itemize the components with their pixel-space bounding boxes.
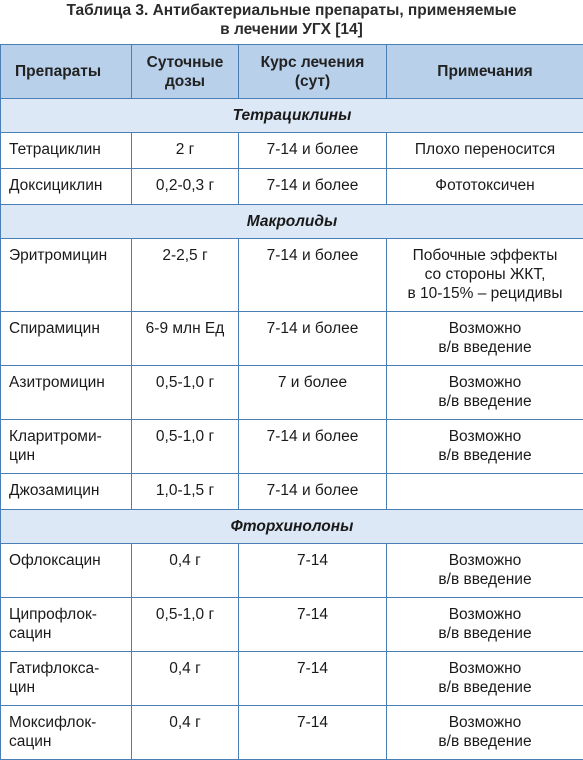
note-cell: [387, 169, 583, 205]
table-row: [1, 133, 583, 169]
table-caption: [0, 0, 583, 45]
caption-line-1: Таблица 3. Антибактериальные препараты, применяемые: [0, 1, 583, 20]
note-cell-line: в/в введение: [393, 624, 577, 643]
daily-dose-cell: 0,5-1,0 г: [132, 598, 239, 652]
group-row: [1, 99, 583, 133]
drug-name-cell: [1, 169, 132, 205]
note-cell: [387, 706, 583, 760]
drug-name-cell-line: Эритромицин: [9, 246, 125, 265]
course-cell: 7-14: [239, 598, 387, 652]
drug-name-cell-line: цин: [9, 446, 125, 465]
note-cell: [387, 420, 583, 474]
header-course-line-1: Курс лечения: [245, 53, 380, 72]
course-cell: 7-14 и более: [239, 474, 387, 510]
course-cell: 7-14 и более: [239, 239, 387, 312]
drug-name-cell: [1, 706, 132, 760]
daily-dose-cell: 0,4 г: [132, 652, 239, 706]
drug-name-cell: [1, 133, 132, 169]
table-row: [1, 474, 583, 510]
note-cell: [387, 544, 583, 598]
daily-dose-cell: 0,5-1,0 г: [132, 420, 239, 474]
table-row: [1, 312, 583, 366]
note-cell-line: в/в введение: [393, 392, 577, 411]
drug-name-cell-line: сацин: [9, 624, 125, 643]
table-row: [1, 706, 583, 760]
note-cell-line: Возможно: [393, 605, 577, 624]
daily-dose-cell: 0,4 г: [132, 706, 239, 760]
drug-name-cell: [1, 312, 132, 366]
table-row: [1, 239, 583, 312]
table-body: [1, 99, 583, 760]
note-cell-line: в/в введение: [393, 678, 577, 697]
daily-dose-cell: 2-2,5 г: [132, 239, 239, 312]
course-cell: 7-14 и более: [239, 312, 387, 366]
table-row: [1, 169, 583, 205]
note-cell-line: в/в введение: [393, 446, 577, 465]
note-cell: [387, 652, 583, 706]
drug-name-cell-line: Тетрациклин: [9, 140, 125, 159]
group-name: Фторхинолоны: [1, 510, 583, 544]
header-daily-dose-line-1: Суточные: [138, 53, 232, 72]
group-name: Тетрациклины: [1, 99, 583, 133]
course-cell: 7-14: [239, 544, 387, 598]
note-cell: [387, 474, 583, 510]
daily-dose-cell: 0,2-0,3 г: [132, 169, 239, 205]
header-daily-dose-line-2: дозы: [138, 72, 232, 91]
note-cell: [387, 366, 583, 420]
note-cell: [387, 133, 583, 169]
daily-dose-cell: 1,0-1,5 г: [132, 474, 239, 510]
note-cell-line: со стороны ЖКТ,: [393, 265, 577, 284]
note-cell: [387, 598, 583, 652]
drug-name-cell-line: Моксифлок-: [9, 713, 125, 732]
note-cell-line: в/в введение: [393, 570, 577, 589]
note-cell-line: Возможно: [393, 427, 577, 446]
note-cell: [387, 239, 583, 312]
table-row: [1, 420, 583, 474]
course-cell: 7 и более: [239, 366, 387, 420]
group-row: [1, 205, 583, 239]
drug-name-cell: [1, 366, 132, 420]
note-cell-line: Возможно: [393, 373, 577, 392]
drug-name-cell-line: сацин: [9, 732, 125, 751]
note-cell-line: в/в введение: [393, 732, 577, 751]
caption-line-2: в лечении УГХ [14]: [0, 20, 583, 39]
drug-name-cell: [1, 598, 132, 652]
drug-name-cell-line: Кларитроми-: [9, 427, 125, 446]
header-notes: Примечания: [387, 45, 583, 99]
header-row: [1, 45, 583, 99]
drug-name-cell: [1, 420, 132, 474]
drug-name-cell-line: Доксициклин: [9, 176, 125, 195]
note-cell-line: Фототоксичен: [393, 176, 577, 195]
daily-dose-cell: 6-9 млн Ед: [132, 312, 239, 366]
course-cell: 7-14: [239, 706, 387, 760]
daily-dose-cell: 2 г: [132, 133, 239, 169]
drug-name-cell-line: Спирамицин: [9, 319, 125, 338]
drug-name-cell: [1, 652, 132, 706]
note-cell-line: Плохо переносится: [393, 140, 577, 159]
course-cell: 7-14 и более: [239, 133, 387, 169]
header-daily-dose: [132, 45, 239, 99]
header-drugs: Препараты: [1, 45, 132, 99]
note-cell-line: Возможно: [393, 551, 577, 570]
header-course: [239, 45, 387, 99]
drug-name-cell: [1, 544, 132, 598]
antibacterial-drugs-table: [0, 44, 583, 760]
drug-name-cell: [1, 239, 132, 312]
drug-name-cell-line: Джозамицин: [9, 481, 125, 500]
header-course-line-2: (сут): [245, 72, 380, 91]
daily-dose-cell: 0,4 г: [132, 544, 239, 598]
course-cell: 7-14: [239, 652, 387, 706]
note-cell-line: в/в введение: [393, 338, 577, 357]
note-cell-line: Возможно: [393, 659, 577, 678]
drug-name-cell-line: Ципрофлок-: [9, 605, 125, 624]
note-cell-line: Возможно: [393, 319, 577, 338]
table-row: [1, 544, 583, 598]
note-cell-line: в 10-15% – рецидивы: [393, 284, 577, 303]
note-cell-line: Возможно: [393, 713, 577, 732]
note-cell-line: Побочные эффекты: [393, 246, 577, 265]
note-cell: [387, 312, 583, 366]
group-name: Макролиды: [1, 205, 583, 239]
course-cell: 7-14 и более: [239, 420, 387, 474]
drug-name-cell: [1, 474, 132, 510]
drug-name-cell-line: Офлоксацин: [9, 551, 125, 570]
drug-name-cell-line: цин: [9, 678, 125, 697]
table-row: [1, 652, 583, 706]
drug-name-cell-line: Азитромицин: [9, 373, 125, 392]
table-row: [1, 598, 583, 652]
daily-dose-cell: 0,5-1,0 г: [132, 366, 239, 420]
drug-name-cell-line: Гатифлокса-: [9, 659, 125, 678]
course-cell: 7-14 и более: [239, 169, 387, 205]
table-row: [1, 366, 583, 420]
group-row: [1, 510, 583, 544]
